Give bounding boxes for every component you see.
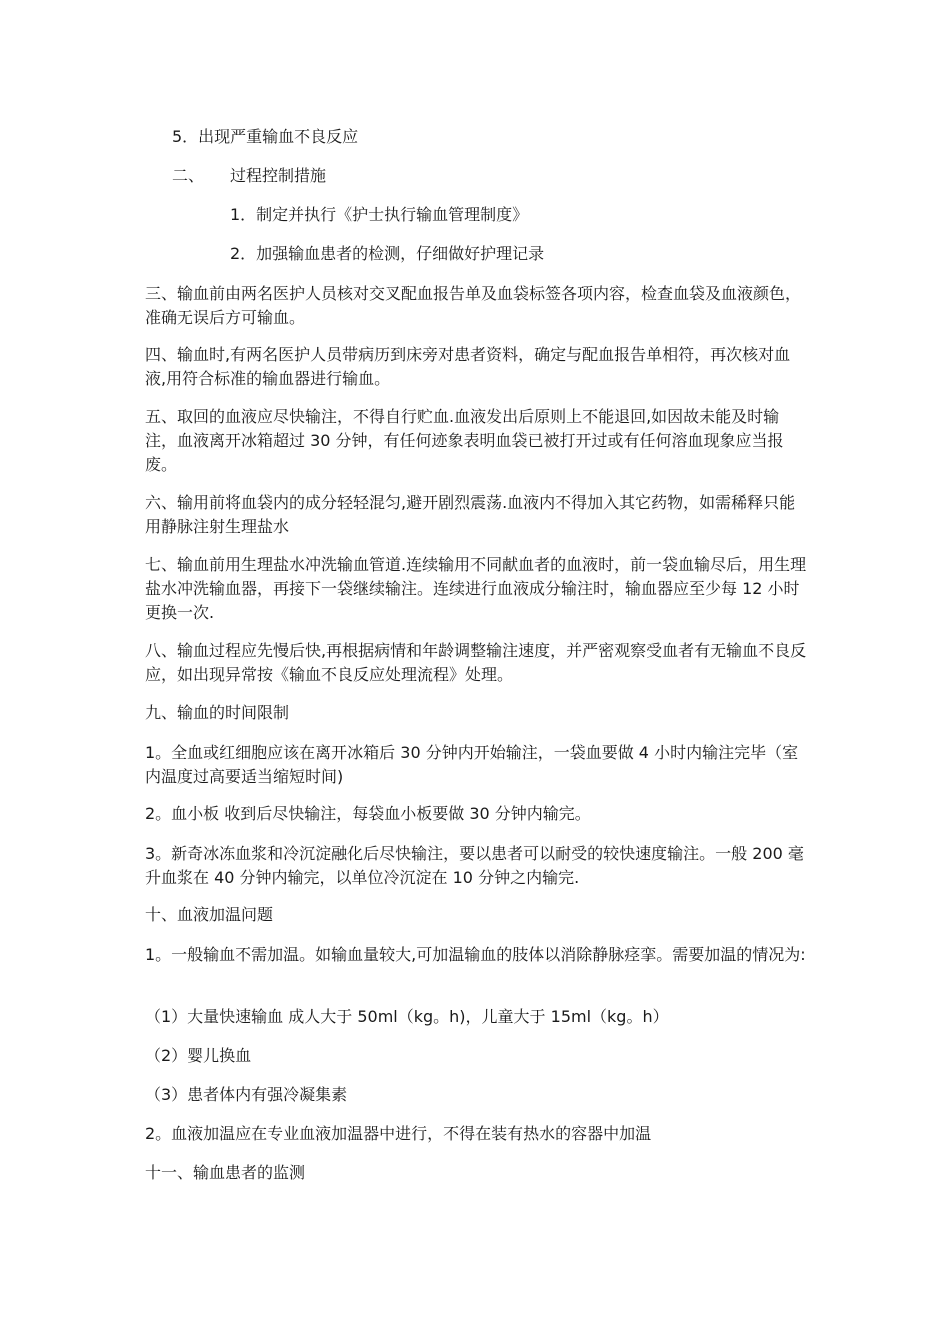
section-heading: 九、输血的时间限制 [145, 703, 290, 722]
paragraph: 六、输用前将血袋内的成分轻轻混匀,避开剧烈震荡.血液内不得加入其它药物，如需稀释只能用静脉注射生理盐水 [145, 493, 796, 536]
paragraph: 三、输血前由两名医护人员核对交叉配血报告单及血袋标签各项内容，检查血袋及血液颜色，准确无误后方可输血。 [145, 284, 802, 327]
paragraph: 七、输血前用生理盐水冲洗输血管道.连续输用不同献血者的血液时，前一袋血输尽后，用生理盐水冲洗输血器，再接下一袋继续输注。连续进行血液成分输注时，输血器应至少每 12 小时更换一次. [145, 555, 807, 622]
list-item: 1．制定并执行《护士执行输血管理制度》 [230, 205, 529, 224]
list-item: 5．出现严重输血不良反应 [172, 127, 359, 146]
section-heading: 十、血液加温问题 [145, 905, 274, 924]
list-item: 2．加强输血患者的检测，仔细做好护理记录 [230, 244, 545, 263]
paragraph: 2。血小板 收到后尽快输注，每袋血小板要做 30 分钟内输完。 [145, 804, 591, 823]
paragraph: 八、输血过程应先慢后快,再根据病情和年龄调整输注速度，并严密观察受血者有无输血不良反应，如出现异常按《输血不良反应处理流程》处理。 [145, 641, 807, 684]
list-item: （2）婴儿换血 [145, 1046, 252, 1065]
section-heading [172, 164, 837, 188]
section-number: 二、 [172, 166, 205, 185]
paragraph: 2。血液加温应在专业血液加温器中进行，不得在装有热水的容器中加温 [145, 1124, 652, 1143]
list-item: （1）大量快速输血 成人大于 50ml（kg。h)，儿童大于 15ml（kg。h） [145, 1007, 669, 1026]
paragraph: 1。一般输血不需加温。如输血量较大,可加温输血的肢体以消除静脉痉挛。需要加温的情况为: [145, 945, 806, 964]
paragraph: 四、输血时,有两名医护人员带病历到床旁对患者资料，确定与配血报告单相符，再次核对血液,用符合标准的输血器进行输血。 [145, 345, 791, 388]
section-title: 过程控制措施 [230, 166, 327, 185]
paragraph: 1。全血或红细胞应该在离开冰箱后 30 分钟内开始输注，一袋血要做 4 小时内输注完毕（室内温度过高要适当缩短时间) [145, 743, 799, 786]
list-item: （3）患者体内有强冷凝集素 [145, 1085, 348, 1104]
paragraph: 五、取回的血液应尽快输注，不得自行贮血.血液发出后原则上不能退回,如因故未能及时输注，血液离开冰箱超过 30 分钟，有任何迹象表明血袋已被打开过或有任何溶血现象应当报废。 [145, 407, 784, 474]
paragraph: 3。新奇冰冻血浆和冷沉淀融化后尽快输注，要以患者可以耐受的较快速度输注。一般 200 毫升血浆在 40 分钟内输完，以单位冷沉淀在 10 分钟之内输完. [145, 844, 804, 887]
section-heading: 十一、输血患者的监测 [145, 1163, 306, 1182]
